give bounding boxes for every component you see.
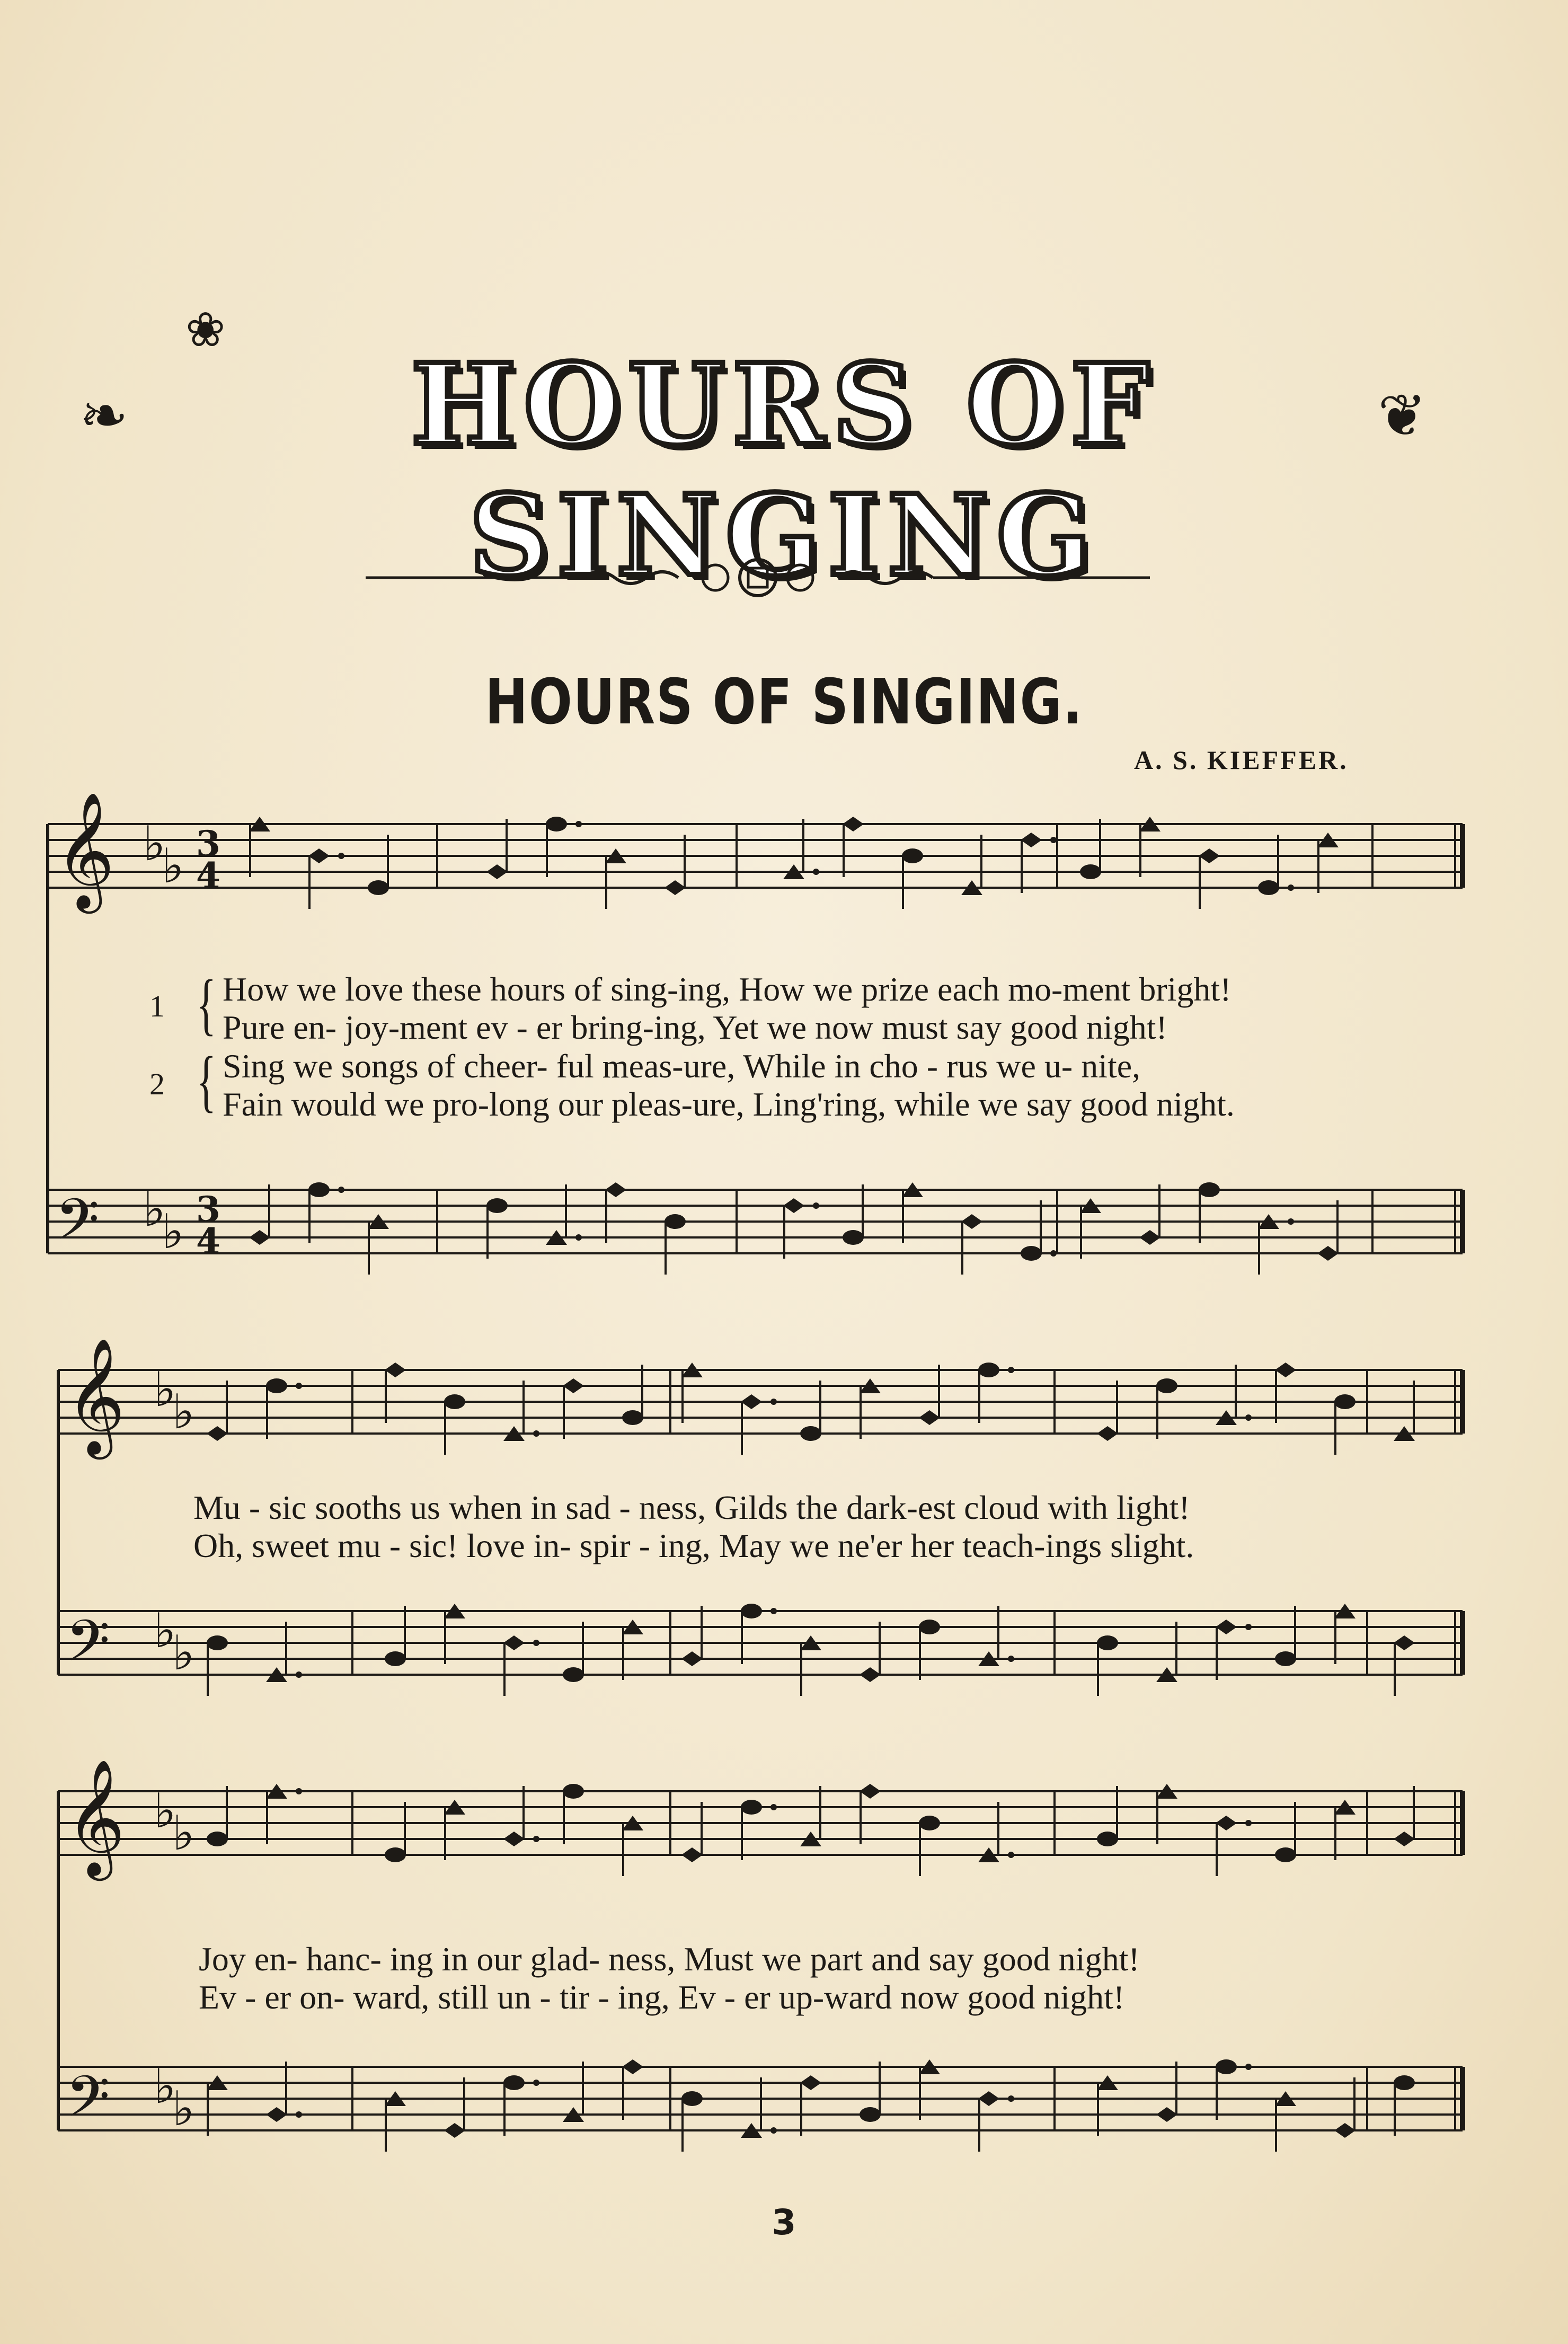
flat-icon: ♭ — [172, 1384, 195, 1440]
shape-note-round — [266, 1378, 287, 1393]
dot — [813, 1202, 819, 1209]
dot — [1008, 2095, 1014, 2102]
dot — [575, 821, 582, 827]
shape-note-round — [1021, 1246, 1042, 1261]
verse-2-line-2: Fain would we pro-long our pleas-ure, Ling'ring, while we say good night. — [223, 1085, 1235, 1123]
shape-note-diamond — [961, 1214, 982, 1229]
dot — [1245, 1820, 1252, 1826]
flat-icon: ♭ — [172, 2081, 195, 2137]
shape-note-diamond — [308, 848, 330, 863]
shape-note-round — [486, 1198, 508, 1213]
shape-note-diamond — [622, 2059, 643, 2074]
treble-clef-icon: 𝄞 — [66, 1758, 126, 1876]
time-sig-bottom: 4 — [196, 1220, 220, 1262]
shape-note-round — [207, 1635, 228, 1650]
shape-note-round — [444, 1394, 465, 1409]
song-title: HOURS OF SINGING. — [485, 665, 1083, 738]
system-2-line-1: Mu - sic sooths us when in sad - ness, Gilds the dark-est cloud with light! — [193, 1489, 1190, 1526]
shape-note-round — [741, 1800, 762, 1815]
verse-number-1: 1 — [149, 989, 165, 1023]
verse-1-line-1: How we love these hours of sing-ing, How we prize each mo-ment bright! — [223, 970, 1232, 1008]
shape-note-round — [1097, 1635, 1118, 1650]
dot — [1245, 1624, 1252, 1630]
shape-note-round — [1275, 1847, 1296, 1862]
shape-note-round — [741, 1604, 762, 1618]
shape-note-round — [1199, 1182, 1220, 1197]
dot — [770, 1608, 777, 1614]
dot — [533, 2080, 539, 2086]
shape-note-round — [308, 1182, 330, 1197]
dot — [575, 1234, 582, 1241]
shape-note-round — [563, 1784, 584, 1799]
dot — [770, 2127, 777, 2134]
shape-note-round — [1156, 1378, 1177, 1393]
flat-icon: ♭ — [162, 1204, 184, 1260]
left-flourish-icon: ❧ — [79, 384, 129, 448]
shape-note-diamond — [1139, 1230, 1161, 1245]
shape-note-round — [368, 880, 389, 895]
time-sig-bottom: 4 — [196, 855, 220, 896]
bass-clef-icon: 𝄢 — [66, 2063, 110, 2144]
shape-note-round — [902, 848, 923, 863]
shape-note-diamond — [1394, 1635, 1415, 1650]
dot — [533, 1430, 539, 1437]
dot — [1288, 1218, 1294, 1225]
shape-note-diamond — [843, 817, 864, 832]
dot — [1245, 2064, 1252, 2070]
bass-clef-icon: 𝄢 — [66, 1607, 110, 1688]
shape-note-round — [1258, 880, 1279, 895]
shape-note-diamond — [1317, 1246, 1339, 1261]
shape-note-round — [1097, 1832, 1118, 1846]
shape-note-round — [385, 1651, 406, 1666]
shape-note-round — [860, 2107, 881, 2122]
shape-note-diamond — [1334, 2123, 1356, 2138]
shape-note-diamond — [1216, 1816, 1237, 1830]
decorative-title: HOURS OF SINGING — [411, 339, 1157, 601]
verse-1-brace: { — [196, 966, 216, 1042]
dot — [533, 1640, 539, 1646]
shape-note-diamond — [444, 2123, 465, 2138]
shape-note-diamond — [486, 864, 508, 879]
dot — [1245, 1414, 1252, 1421]
dot — [1050, 1250, 1057, 1257]
system-2-line-2: Oh, sweet mu - sic! love in- spir - ing, May we ne'er her teach-ings slight. — [193, 1527, 1194, 1564]
shape-note-diamond — [503, 1635, 525, 1650]
shape-note-round — [546, 817, 567, 832]
shape-note-diamond — [919, 1410, 940, 1425]
dot — [296, 1671, 302, 1678]
dot — [296, 2111, 302, 2118]
crown-ornament-icon: ❀ — [185, 304, 226, 357]
shape-note-round — [503, 2075, 525, 2090]
time-sig-top: 3 — [196, 823, 220, 864]
shape-note-round — [978, 1363, 999, 1377]
shape-note-round — [843, 1230, 864, 1245]
shape-note-diamond — [1097, 1426, 1118, 1441]
dot — [1008, 1367, 1014, 1373]
shape-note-round — [1394, 2075, 1415, 2090]
flat-icon: ♭ — [154, 2059, 176, 2115]
shape-note-diamond — [1199, 848, 1220, 863]
verse-1-line-2: Pure en- joy-ment ev - er bring-ing, Yet we now must say good night! — [223, 1009, 1167, 1046]
shape-note-round — [207, 1832, 228, 1846]
bass-clef-icon: 𝄢 — [55, 1186, 100, 1267]
shape-note-round — [1080, 864, 1101, 879]
shape-note-diamond — [978, 2091, 999, 2106]
shape-note-round — [563, 1667, 584, 1682]
verse-2-line-1: Sing we songs of cheer- ful meas-ure, While in cho - rus we u- nite, — [223, 1047, 1141, 1085]
system-3-line-1: Joy en- hanc- ing in our glad- ness, Must we part and say good night! — [199, 1940, 1140, 1978]
flat-icon: ♭ — [172, 1806, 195, 1861]
shape-note-round — [1334, 1394, 1356, 1409]
verse-2-brace: { — [196, 1043, 216, 1119]
dot — [296, 1383, 302, 1389]
shape-note-round — [622, 1410, 643, 1425]
shape-note-diamond — [860, 1784, 881, 1799]
shape-note-round — [1216, 2059, 1237, 2074]
flat-icon: ♭ — [154, 1603, 176, 1659]
shape-note-diamond — [741, 1394, 762, 1409]
flat-icon: ♭ — [143, 816, 166, 872]
dot — [1008, 1656, 1014, 1662]
shape-note-diamond — [1275, 1363, 1296, 1377]
shape-note-diamond — [385, 1363, 406, 1377]
shape-note-round — [919, 1620, 940, 1634]
shape-note-diamond — [665, 880, 686, 895]
shape-note-diamond — [207, 1426, 228, 1441]
flat-icon: ♭ — [154, 1362, 176, 1418]
dot — [1288, 884, 1294, 891]
dot — [770, 1399, 777, 1405]
time-sig-top: 3 — [196, 1189, 220, 1230]
shape-note-round — [800, 1426, 821, 1441]
shape-note-round — [385, 1847, 406, 1862]
shape-note-diamond — [503, 1832, 525, 1846]
shape-note-round — [1275, 1651, 1296, 1666]
verse-number-2: 2 — [149, 1067, 165, 1101]
dot — [338, 1187, 344, 1193]
dot — [813, 869, 819, 875]
system-3-line-2: Ev - er on- ward, still un - tir - ing, Ev - er up-ward now good night! — [199, 1978, 1125, 2016]
shape-note-diamond — [1394, 1832, 1415, 1846]
composer-credit: A. S. KIEFFER. — [1134, 745, 1349, 775]
dot — [1050, 837, 1057, 843]
dot — [338, 853, 344, 859]
page-number: 3 — [772, 2202, 796, 2243]
shape-note-diamond — [681, 1847, 703, 1862]
flat-icon: ♭ — [162, 838, 184, 894]
dot — [770, 1804, 777, 1810]
shape-note-diamond — [563, 1378, 584, 1393]
shape-note-round — [681, 2091, 703, 2106]
flat-icon: ♭ — [172, 1625, 195, 1681]
flat-icon: ♭ — [154, 1783, 176, 1839]
dot — [533, 1836, 539, 1842]
shape-note-diamond — [800, 2075, 821, 2090]
shape-note-diamond — [860, 1667, 881, 1682]
treble-clef-icon: 𝄞 — [55, 791, 115, 908]
dot — [296, 1788, 302, 1794]
shape-note-diamond — [783, 1198, 804, 1213]
shape-note-diamond — [605, 1182, 626, 1197]
right-flourish-icon: ❦ — [1378, 384, 1427, 448]
shape-note-round — [919, 1816, 940, 1830]
treble-clef-icon: 𝄞 — [66, 1337, 126, 1454]
shape-note-diamond — [1216, 1620, 1237, 1634]
dot — [1008, 1852, 1014, 1858]
shape-note-diamond — [249, 1230, 270, 1245]
shape-note-round — [665, 1214, 686, 1229]
shape-note-diamond — [681, 1651, 703, 1666]
shape-note-diamond — [1156, 2107, 1177, 2122]
shape-note-diamond — [1021, 833, 1042, 847]
flat-icon: ♭ — [143, 1182, 166, 1237]
shape-note-diamond — [266, 2107, 287, 2122]
